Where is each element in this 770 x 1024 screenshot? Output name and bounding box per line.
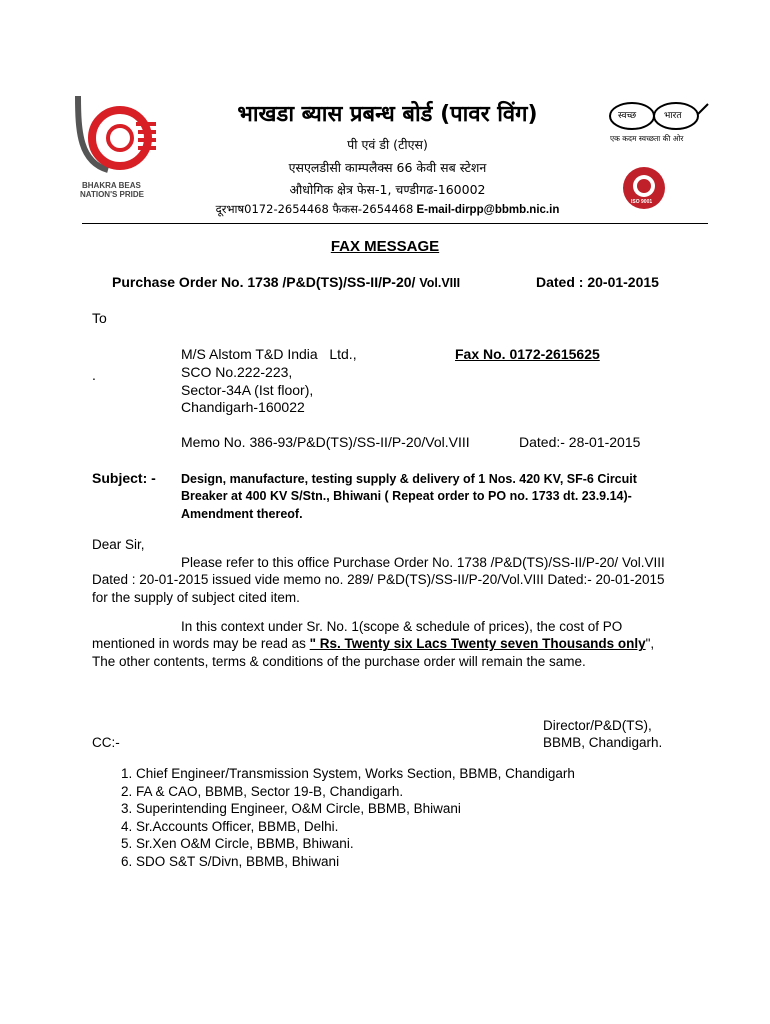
letterhead-contact xyxy=(200,202,575,217)
po-number: Purchase Order No. 1738 /P&D(TS)/SS-II/P-20/ xyxy=(112,274,420,290)
cc-label: CC:- xyxy=(92,735,120,750)
po-dated: Dated : 20-01-2015 xyxy=(536,274,659,290)
salutation: Dear Sir, xyxy=(92,537,145,552)
cc-list xyxy=(92,765,575,871)
bbmb-logo xyxy=(68,92,168,207)
address-line-1: M/S Alstom T&D India Ltd., xyxy=(181,346,357,362)
iso-badge xyxy=(622,166,666,210)
para2-line-2 xyxy=(92,635,692,652)
cc-item: 3. Superintending Engineer, O&M Circle, BBMB, Bhiwani xyxy=(136,800,575,818)
subject-line-3: Amendment thereof. xyxy=(181,506,303,521)
para1-line-3: for the supply of subject cited item. xyxy=(92,589,300,605)
letterhead-line-2: पी एवं डी (टीएस) xyxy=(347,137,428,152)
iso-text: ISO 9001 xyxy=(631,199,653,205)
logo-caption-2: NATION'S PRIDE xyxy=(80,190,144,199)
recipient-address xyxy=(181,346,357,417)
letterhead-line-3: एसएलडीसी काम्पलैक्स 66 केवी सब स्टेशन xyxy=(288,160,487,175)
address-line-2: SCO No.222-223, xyxy=(181,363,293,380)
signatory-place: BBMB, Chandigarh. xyxy=(543,735,663,750)
subject-text xyxy=(181,471,637,523)
memo-number: Memo No. 386-93/P&D(TS)/SS-II/P-20/Vol.VIII xyxy=(181,434,470,450)
swachh-tagline: एक कदम स्वच्छता की ओर xyxy=(610,134,684,143)
swachh-bharat-logo xyxy=(604,94,714,156)
contact-phone: दूरभाष0172-2654468 फैकस-2654468 xyxy=(215,202,414,216)
cc-item: 6. SDO S&T S/Divn, BBMB, Bhiwani xyxy=(136,853,575,871)
fax-heading: FAX MESSAGE xyxy=(330,238,440,255)
logo-caption-1: BHAKRA BEAS xyxy=(82,181,141,190)
address-dot: . xyxy=(92,367,96,383)
letterhead-line-4: औधोगिक क्षेत्र फेस-1, चण्डीगढ-160002 xyxy=(289,182,486,197)
po-line xyxy=(112,274,460,290)
org-title: भाखडा ब्यास प्रबन्ध बोर्ड (पावर विंग) xyxy=(237,102,538,127)
paragraph-1 xyxy=(92,554,692,606)
para2-prefix: mentioned in words may be read as xyxy=(92,636,310,652)
subject-line-1: Design, manufacture, testing supply & delivery of 1 Nos. 420 KV, SF-6 Circuit xyxy=(181,472,637,486)
swachh-left-text: स्वच्छ xyxy=(618,111,637,121)
fax-number: Fax No. 0172-2615625 xyxy=(455,346,600,362)
para1-line-2: Dated : 20-01-2015 issued vide memo no. 289/ P&D(TS)/SS-II/P-20/Vol.VIII Dated:- 20-01-2015 xyxy=(92,572,665,588)
para2-line-3: The other contents, terms & conditions of the purchase order will remain the same. xyxy=(92,653,586,669)
bbmb-logo-icon xyxy=(68,92,168,174)
cc-item: 2. FA & CAO, BBMB, Sector 19-B, Chandigarh. xyxy=(136,783,575,801)
para1-line-1: Please refer to this office Purchase Order No. 1738 /P&D(TS)/SS-II/P-20/ Vol.VIII xyxy=(181,555,665,570)
cc-item: 4. Sr.Accounts Officer, BBMB, Delhi. xyxy=(136,818,575,836)
address-line-3: Sector-34A (Ist floor), xyxy=(181,381,314,398)
subject-line-2: Breaker at 400 KV S/Stn., Bhiwani ( Repeat order to PO no. 1733 dt. 23.9.14)- xyxy=(181,489,632,504)
subject-label: Subject: - xyxy=(92,470,156,486)
signatory-title: Director/P&D(TS), xyxy=(543,718,652,733)
paragraph-2 xyxy=(92,618,692,670)
para2-line-1: In this context under Sr. No. 1(scope & schedule of prices), the cost of PO xyxy=(181,619,623,634)
address-line-4: Chandigarh-160022 xyxy=(181,399,305,416)
contact-email: E-mail-dirpp@bbmb.nic.in xyxy=(416,204,560,216)
swachh-right-text: भारत xyxy=(664,111,682,121)
memo-dated: Dated:- 28-01-2015 xyxy=(519,434,641,450)
para2-suffix: ", xyxy=(645,636,655,652)
po-volume: Vol.VIII xyxy=(419,276,461,290)
letterhead-divider xyxy=(82,223,708,224)
amount-in-words: " Rs. Twenty six Lacs Twenty seven Thousands only xyxy=(309,636,646,652)
cc-item: 1. Chief Engineer/Transmission System, Works Section, BBMB, Chandigarh xyxy=(136,765,575,783)
to-label: To xyxy=(92,310,107,326)
cc-item: 5. Sr.Xen O&M Circle, BBMB, Bhiwani. xyxy=(136,835,575,853)
